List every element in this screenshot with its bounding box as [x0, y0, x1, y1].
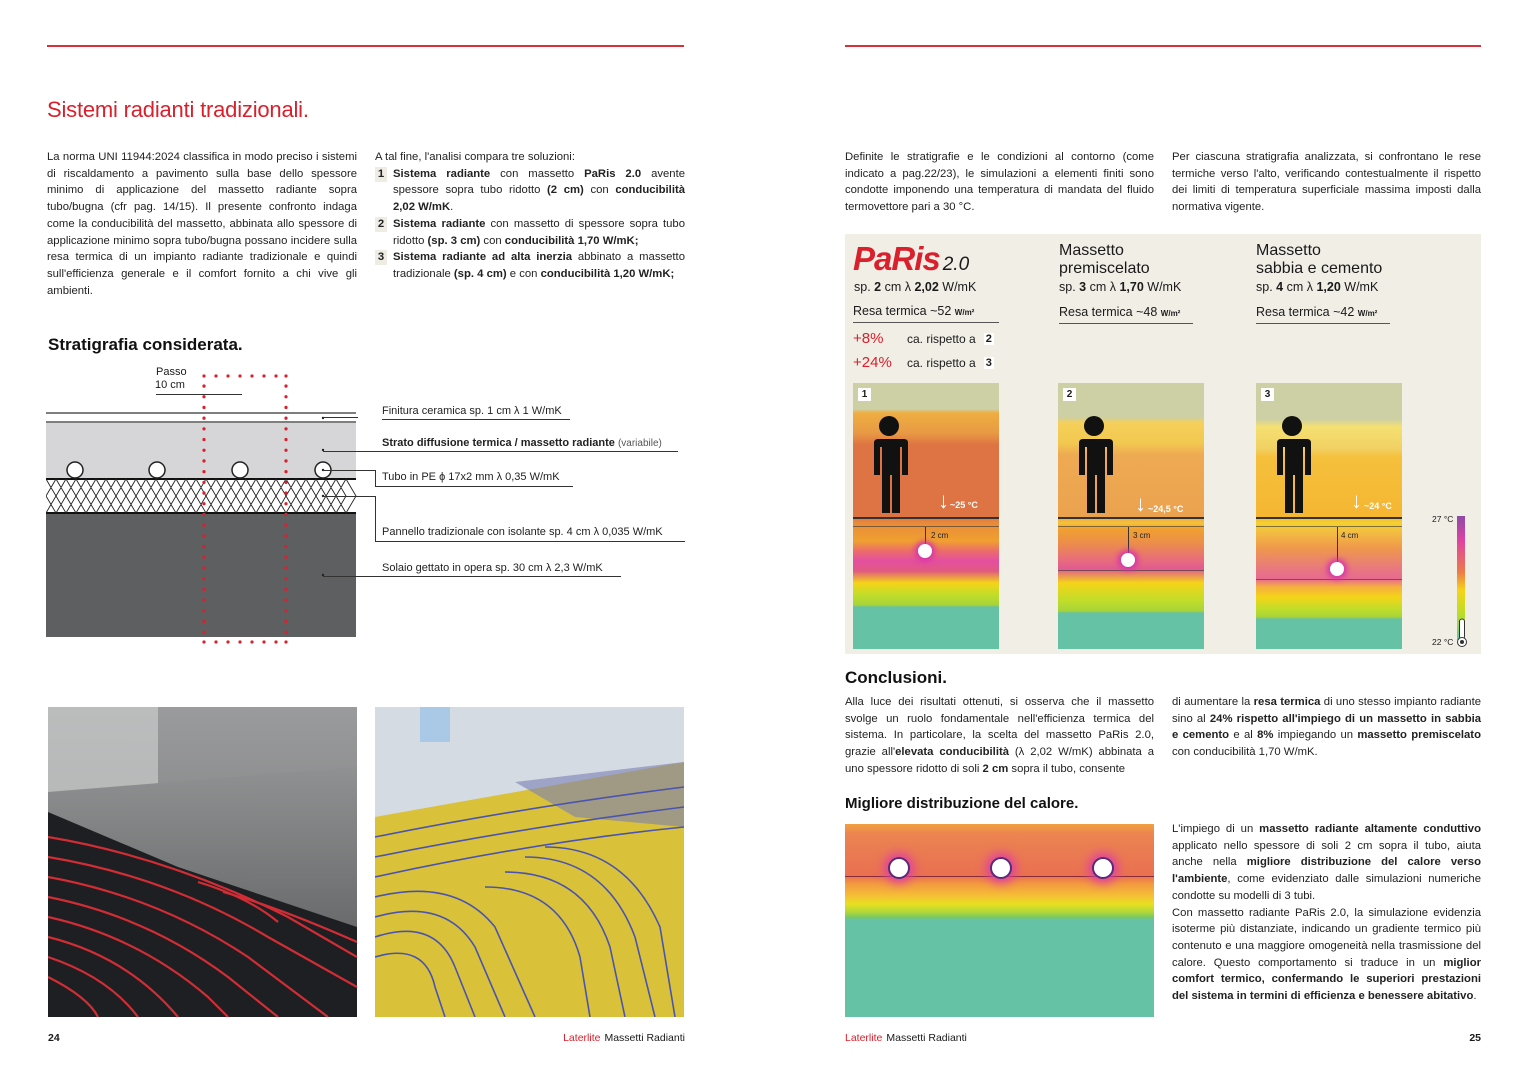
conclusions-heading: Conclusioni. — [845, 668, 947, 687]
layer-label-slab: Solaio gettato in opera sp. 30 cm λ 2,3 W/mK — [382, 562, 603, 574]
conclusions-col1: Alla luce dei risultati ottenuti, si osserva che il massetto svolge un ruolo fondamentale nell'efficienza termica del sistema. In particolare, la scelta del massetto PaRis 2.0, grazie all'elevata conducibilità (λ 2,02 W/mK) abbinata a uno spessore ridotto di soli 2 cm sopra il tubo, consente — [845, 696, 1154, 775]
solution-item-1: 1 Sistema radiante con massetto PaRis 2.0 avente spessore sopra tubo ridotto (2 cm) con conducibilità 2,02 W/mK. — [375, 166, 685, 216]
layer-label-screed: Strato diffusione termica / massetto radiante (variabile) — [382, 437, 662, 449]
page-title: Sistemi radianti tradizionali. — [47, 97, 309, 122]
distribution-text: L'impiego di un massetto radiante altamente conduttivo applicato nello spessore di soli 2 cm sopra il tubo, aiuta anche nella migliore distribuzione del calore verso l'ambiente, come evidenziato dalle simulazioni numeriche condotte su modelli di 3 tubi. Con massetto radiante PaRis 2.0, la simulazione evidenzia isoterme più distanziate, indicando un gradiente termico più contenuto e una maggiore omogeneità nella trasmissione del calore. Questo comportamento si traduce in un miglior comfort termico, confermando le superiori prestazioni del sistema in termini di efficienza e benessere abitativo. — [1172, 823, 1481, 1003]
intro-paragraph: La norma UNI 11944:2024 classifica in modo preciso i sistemi di riscaldamento a pavimento sulla base dello spessore minimo di applicazione del massetto radiante sopra tubo/bugna (cfr pag. 14/15). Il presente confronto indaga come la conducibilità del massetto, abbinata allo spessore di applicazione minimo sopra tubo/bugna possano incidere sulla resa termica di un impianto radiante tradizionale e quindi sull'efficienza generale e il comfort fornito a chi vive gli ambienti. — [47, 151, 357, 297]
pipe-icon — [1330, 562, 1344, 576]
comparison-paragraph: Per ciascuna stratigrafia analizzata, si confrontano le rese termiche verso l'alto, verificando contestualmente il rispetto dei limiti di temperatura superficiale massima imposti dalla normativa vigente. — [1172, 151, 1481, 214]
card2-resa-termica: Resa termica ~48 W/m² — [1059, 305, 1193, 324]
product-name: Massetti Radianti — [886, 1032, 967, 1044]
down-arrow-icon: ↓ — [938, 488, 949, 513]
photo-red-pipes — [48, 707, 357, 1017]
solutions-list — [375, 149, 685, 283]
card1-spec: sp. 2 cm λ 2,02 W/mK — [854, 280, 977, 294]
paris-logo: PaRis 2.0 — [853, 240, 970, 277]
layer-label-ceramic: Finitura ceramica sp. 1 cm λ 1 W/mK — [382, 405, 570, 420]
pipe-icon — [1094, 859, 1112, 877]
conclusions-col2: di aumentare la resa termica di uno stesso impianto radiante sino al 24% rispetto all'impiego di un massetto in sabbia e cemento e al 8% impiegando un massetto premiscelato con conducibilità 1,70 W/mK. — [1172, 696, 1482, 759]
pipe-icon — [1121, 553, 1135, 567]
surface-temp-2: ~24,5 °C — [1148, 504, 1184, 514]
brand-name: Laterlite — [845, 1032, 883, 1044]
pipe-icon — [918, 544, 932, 558]
delta-vs-2: +8% ca. rispetto a 2 — [853, 330, 992, 347]
layer-label-pipe: Tubo in PE ϕ 17x2 mm λ 0,35 W/mK — [382, 471, 560, 483]
solution-item-3: 3 Sistema radiante ad alta inerzia abbinato a massetto tradizionale (sp. 4 cm) e con conducibilità 1,20 W/mK; — [375, 249, 685, 282]
pipe-icon — [992, 859, 1010, 877]
simulation-paragraph: Definite le stratigrafie e le condizioni al contorno (come indicato a pag.22/23), le simulazioni a elementi finiti sono condotte imponendo una temperatura di mandata del fluido termovettore pari a 30 °C. — [845, 151, 1154, 214]
delta-vs-3: +24% ca. rispetto a 3 — [853, 354, 992, 371]
card2-title: Massetto premiscelato — [1059, 242, 1150, 277]
person-icon — [1074, 415, 1114, 513]
person-icon — [1272, 415, 1312, 513]
photo-blue-pipes — [375, 707, 684, 1017]
scale-min-label: 22 °C — [1432, 637, 1454, 647]
footer-left — [48, 1032, 685, 1044]
surface-temp-3: ~24 °C — [1364, 501, 1392, 511]
page-number: 24 — [48, 1032, 60, 1044]
down-arrow-icon: ↓ — [1135, 491, 1146, 516]
distribution-heading: Migliore distribuzione del calore. — [845, 795, 1079, 812]
down-arrow-icon: ↓ — [1351, 488, 1362, 513]
section-highlight-dotted-box — [198, 372, 292, 662]
surface-temp-1: ~25 °C — [950, 500, 978, 510]
thermal-simulation-1: 1 ↓ ~25 °C 2 cm — [853, 383, 999, 649]
stratigraphy-heading: Stratigrafia considerata. — [48, 335, 243, 354]
thermal-simulation-2: 2 ↓ ~24,5 °C 3 cm — [1058, 383, 1204, 649]
person-icon — [869, 415, 909, 513]
passo-label: Passo 10 cm — [155, 366, 187, 391]
pipe-icon — [890, 859, 908, 877]
top-rule-right — [845, 45, 1481, 47]
stratigraphy-diagram — [0, 360, 700, 660]
three-pipe-simulation — [845, 824, 1154, 1017]
footer-right — [845, 1032, 1481, 1044]
top-rule-left — [47, 45, 684, 47]
card3-spec: sp. 4 cm λ 1,20 W/mK — [1256, 280, 1379, 294]
comparison-panel — [845, 234, 1481, 654]
layer-label-insulation-panel: Pannello tradizionale con isolante sp. 4 cm λ 0,035 W/mK — [382, 526, 663, 538]
brand-name: Laterlite — [563, 1032, 601, 1044]
card3-title: Massetto sabbia e cemento — [1256, 242, 1383, 277]
page-number: 25 — [1469, 1032, 1481, 1044]
scale-max-label: 27 °C — [1432, 514, 1454, 524]
thermal-simulation-3: 3 ↓ ~24 °C 4 cm — [1256, 383, 1402, 649]
thermometer-icon — [1456, 618, 1468, 648]
card2-spec: sp. 3 cm λ 1,70 W/mK — [1059, 280, 1182, 294]
solution-item-2: 2 Sistema radiante con massetto di spessore sopra tubo ridotto (sp. 3 cm) con conducibilità 1,70 W/mK; — [375, 216, 685, 249]
product-name: Massetti Radianti — [604, 1032, 685, 1044]
card3-resa-termica: Resa termica ~42 W/m² — [1256, 305, 1390, 324]
solutions-intro: A tal fine, l'analisi compara tre soluzioni: — [375, 151, 575, 163]
card1-resa-termica: Resa termica ~52 W/m² — [853, 304, 999, 323]
